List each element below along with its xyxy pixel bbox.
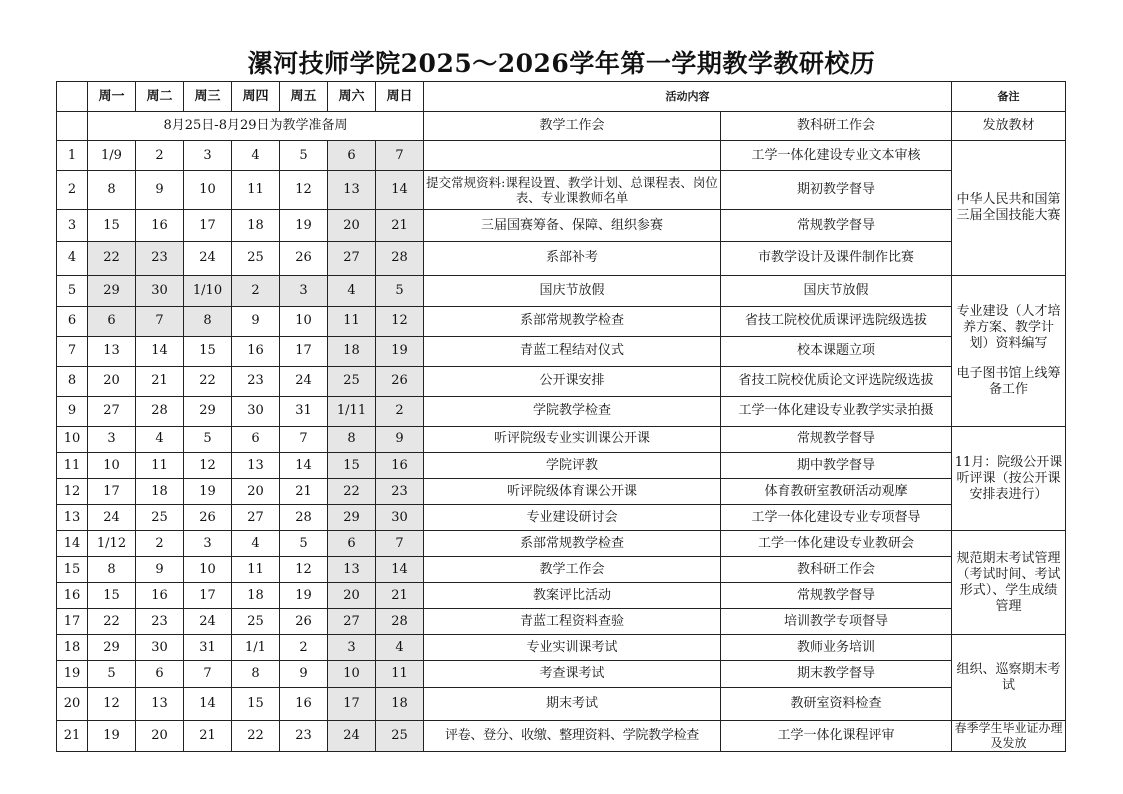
day-cell: 14 [376, 557, 424, 583]
prep-row [57, 112, 1066, 141]
day-cell: 21 [136, 366, 184, 396]
day-cell: 1/9 [88, 141, 136, 171]
week-row [57, 720, 1066, 751]
week-number: 2 [57, 171, 88, 210]
day-cell: 16 [376, 452, 424, 478]
research-activity: 校本课题立项 [721, 336, 952, 366]
week-number: 7 [57, 336, 88, 366]
day-cell: 14 [280, 452, 328, 478]
day-cell: 12 [376, 306, 424, 336]
day-cell: 27 [232, 505, 280, 531]
day-cell: 28 [136, 396, 184, 426]
day-cell: 1/12 [88, 531, 136, 557]
research-activity: 教科研工作会 [721, 557, 952, 583]
teaching-activity: 学院教学检查 [424, 396, 721, 426]
week-number: 20 [57, 687, 88, 720]
day-header: 周五 [280, 82, 328, 112]
day-cell: 19 [88, 720, 136, 751]
day-cell: 20 [136, 720, 184, 751]
day-cell: 29 [88, 635, 136, 661]
research-activity: 省技工院校优质论文评选院级选拔 [721, 366, 952, 396]
day-cell: 25 [328, 366, 376, 396]
week-number-header [57, 82, 88, 112]
day-cell: 22 [88, 242, 136, 275]
day-cell: 11 [328, 306, 376, 336]
calendar-table [56, 81, 1066, 752]
research-activity: 期末教学督导 [721, 661, 952, 687]
day-cell: 1/1 [232, 635, 280, 661]
week-row [57, 210, 1066, 242]
teaching-activity: 教案评比活动 [424, 583, 721, 609]
day-header: 周三 [184, 82, 232, 112]
day-cell: 2 [280, 635, 328, 661]
day-cell: 2 [136, 531, 184, 557]
research-activity: 常规教学督导 [721, 426, 952, 452]
day-cell: 6 [136, 661, 184, 687]
note-cell: 11月：院级公开课听评课（按公开课安排表进行） [952, 426, 1066, 530]
teaching-activity: 系部补考 [424, 242, 721, 275]
day-cell: 12 [88, 687, 136, 720]
day-cell: 6 [328, 141, 376, 171]
calendar-body [57, 82, 1066, 752]
teaching-activity: 公开课安排 [424, 366, 721, 396]
day-cell: 18 [232, 210, 280, 242]
day-cell: 18 [328, 336, 376, 366]
day-cell: 19 [280, 583, 328, 609]
week-number: 3 [57, 210, 88, 242]
day-cell: 25 [232, 609, 280, 635]
note-cell: 组织、巡察期末考试 [952, 635, 1066, 720]
prep-note: 发放教材 [952, 112, 1066, 141]
day-cell: 11 [232, 557, 280, 583]
day-header: 周二 [136, 82, 184, 112]
day-cell: 15 [88, 210, 136, 242]
week-row [57, 275, 1066, 306]
week-row [57, 366, 1066, 396]
day-header: 周四 [232, 82, 280, 112]
research-activity: 常规教学督导 [721, 210, 952, 242]
day-cell: 29 [88, 275, 136, 306]
research-activity: 教师业务培训 [721, 635, 952, 661]
day-cell: 8 [184, 306, 232, 336]
week-row [57, 661, 1066, 687]
research-activity: 工学一体化建设专业教研会 [721, 531, 952, 557]
week-row [57, 396, 1066, 426]
day-cell: 30 [136, 635, 184, 661]
teaching-activity: 提交常规资料:课程设置、教学计划、总课程表、岗位表、专业课教师名单 [424, 171, 721, 210]
day-cell: 26 [184, 505, 232, 531]
week-row [57, 141, 1066, 171]
day-cell: 2 [232, 275, 280, 306]
day-cell: 15 [184, 336, 232, 366]
week-row [57, 557, 1066, 583]
day-cell: 7 [184, 661, 232, 687]
day-cell: 15 [328, 452, 376, 478]
day-cell: 4 [232, 141, 280, 171]
week-number: 5 [57, 275, 88, 306]
day-cell: 4 [136, 426, 184, 452]
day-cell: 18 [232, 583, 280, 609]
day-cell: 16 [136, 583, 184, 609]
day-cell: 15 [88, 583, 136, 609]
day-cell: 10 [184, 171, 232, 210]
teaching-activity: 系部常规教学检查 [424, 306, 721, 336]
day-cell: 12 [280, 557, 328, 583]
day-cell: 22 [232, 720, 280, 751]
week-row [57, 452, 1066, 478]
day-cell: 11 [136, 452, 184, 478]
day-cell: 22 [88, 609, 136, 635]
day-cell: 29 [184, 396, 232, 426]
day-cell: 4 [328, 275, 376, 306]
day-cell: 3 [280, 275, 328, 306]
day-cell: 18 [136, 479, 184, 505]
day-cell: 23 [376, 479, 424, 505]
week-row [57, 336, 1066, 366]
week-number: 11 [57, 452, 88, 478]
day-cell: 28 [376, 609, 424, 635]
day-cell: 9 [232, 306, 280, 336]
day-header: 周一 [88, 82, 136, 112]
day-cell: 9 [136, 171, 184, 210]
day-cell: 19 [376, 336, 424, 366]
research-activity: 期中教学督导 [721, 452, 952, 478]
teaching-activity: 教学工作会 [424, 557, 721, 583]
day-cell: 12 [184, 452, 232, 478]
week-number: 14 [57, 531, 88, 557]
day-cell: 7 [376, 141, 424, 171]
day-cell: 7 [376, 531, 424, 557]
day-cell: 23 [136, 609, 184, 635]
day-cell: 6 [328, 531, 376, 557]
day-cell: 28 [280, 505, 328, 531]
day-cell: 18 [376, 687, 424, 720]
day-cell: 17 [184, 210, 232, 242]
day-cell: 23 [136, 242, 184, 275]
day-cell: 11 [232, 171, 280, 210]
teaching-activity: 学院评教 [424, 452, 721, 478]
research-activity: 培训教学专项督导 [721, 609, 952, 635]
day-cell: 8 [232, 661, 280, 687]
day-cell: 11 [376, 661, 424, 687]
day-cell: 13 [136, 687, 184, 720]
day-cell: 20 [328, 210, 376, 242]
research-activity: 国庆节放假 [721, 275, 952, 306]
day-cell: 30 [136, 275, 184, 306]
day-cell: 13 [232, 452, 280, 478]
research-activity: 市教学设计及课件制作比赛 [721, 242, 952, 275]
day-cell: 24 [280, 366, 328, 396]
day-cell: 21 [376, 583, 424, 609]
day-cell: 16 [136, 210, 184, 242]
teaching-activity: 国庆节放假 [424, 275, 721, 306]
teaching-activity: 听评院级体育课公开课 [424, 479, 721, 505]
day-cell: 22 [328, 479, 376, 505]
prep-research: 教科研工作会 [721, 112, 952, 141]
research-activity: 教研室资料检查 [721, 687, 952, 720]
week-number: 8 [57, 366, 88, 396]
day-cell: 5 [184, 426, 232, 452]
day-cell: 23 [232, 366, 280, 396]
week-row [57, 505, 1066, 531]
day-cell: 7 [136, 306, 184, 336]
prep-week-text: 8月25日-8月29日为教学准备周 [88, 112, 424, 141]
week-number: 4 [57, 242, 88, 275]
day-cell: 31 [184, 635, 232, 661]
teaching-activity [424, 141, 721, 171]
day-cell: 12 [280, 171, 328, 210]
notes-header: 备注 [952, 82, 1066, 112]
day-cell: 5 [280, 531, 328, 557]
day-cell: 17 [280, 336, 328, 366]
day-cell: 6 [232, 426, 280, 452]
week-row [57, 687, 1066, 720]
week-number: 10 [57, 426, 88, 452]
day-cell: 21 [184, 720, 232, 751]
day-cell: 3 [88, 426, 136, 452]
week-row [57, 583, 1066, 609]
header-row [57, 82, 1066, 112]
teaching-activity: 青蓝工程结对仪式 [424, 336, 721, 366]
day-cell: 14 [376, 171, 424, 210]
day-cell: 9 [136, 557, 184, 583]
teaching-activity: 专业建设研讨会 [424, 505, 721, 531]
day-cell: 10 [328, 661, 376, 687]
day-cell: 24 [184, 242, 232, 275]
note-cell: 春季学生毕业证办理及发放 [952, 720, 1066, 751]
teaching-activity: 三届国赛筹备、保障、组织参赛 [424, 210, 721, 242]
day-cell: 14 [136, 336, 184, 366]
day-cell: 17 [184, 583, 232, 609]
day-cell: 26 [280, 609, 328, 635]
teaching-activity: 期末考试 [424, 687, 721, 720]
prep-week-cell [57, 112, 88, 141]
day-cell: 5 [376, 275, 424, 306]
week-row [57, 426, 1066, 452]
day-cell: 4 [376, 635, 424, 661]
day-cell: 19 [280, 210, 328, 242]
day-cell: 27 [328, 609, 376, 635]
day-cell: 1/11 [328, 396, 376, 426]
day-cell: 29 [328, 505, 376, 531]
day-cell: 17 [88, 479, 136, 505]
day-cell: 6 [88, 306, 136, 336]
week-number: 18 [57, 635, 88, 661]
day-cell: 27 [328, 242, 376, 275]
day-cell: 30 [232, 396, 280, 426]
teaching-activity: 系部常规教学检查 [424, 531, 721, 557]
day-cell: 20 [328, 583, 376, 609]
teaching-activity: 青蓝工程资料查验 [424, 609, 721, 635]
day-cell: 14 [184, 687, 232, 720]
research-activity: 工学一体化建设专业文本审核 [721, 141, 952, 171]
day-cell: 3 [328, 635, 376, 661]
day-cell: 21 [376, 210, 424, 242]
week-number: 19 [57, 661, 88, 687]
week-row [57, 479, 1066, 505]
day-cell: 10 [88, 452, 136, 478]
day-cell: 31 [280, 396, 328, 426]
week-number: 17 [57, 609, 88, 635]
day-cell: 13 [88, 336, 136, 366]
week-number: 6 [57, 306, 88, 336]
day-cell: 26 [376, 366, 424, 396]
research-activity: 工学一体化建设专业教学实录拍摄 [721, 396, 952, 426]
day-cell: 8 [328, 426, 376, 452]
week-number: 21 [57, 720, 88, 751]
day-cell: 20 [232, 479, 280, 505]
day-cell: 25 [136, 505, 184, 531]
week-number: 15 [57, 557, 88, 583]
week-number: 12 [57, 479, 88, 505]
day-cell: 24 [328, 720, 376, 751]
week-row [57, 531, 1066, 557]
prep-teaching: 教学工作会 [424, 112, 721, 141]
note-cell [952, 275, 1066, 426]
note-cell: 中华人民共和国第三届全国技能大赛 [952, 141, 1066, 275]
day-header: 周六 [328, 82, 376, 112]
day-cell: 20 [88, 366, 136, 396]
week-row [57, 609, 1066, 635]
day-cell: 30 [376, 505, 424, 531]
week-row [57, 306, 1066, 336]
day-cell: 7 [280, 426, 328, 452]
day-cell: 22 [184, 366, 232, 396]
day-cell: 1/10 [184, 275, 232, 306]
week-row [57, 242, 1066, 275]
week-row [57, 635, 1066, 661]
day-cell: 9 [376, 426, 424, 452]
day-header: 周日 [376, 82, 424, 112]
research-activity: 工学一体化课程评审 [721, 720, 952, 751]
day-cell: 9 [280, 661, 328, 687]
day-cell: 15 [232, 687, 280, 720]
research-activity: 省技工院校优质课评选院级选拔 [721, 306, 952, 336]
day-cell: 5 [280, 141, 328, 171]
week-number: 16 [57, 583, 88, 609]
day-cell: 25 [232, 242, 280, 275]
day-cell: 8 [88, 557, 136, 583]
day-cell: 10 [280, 306, 328, 336]
day-cell: 17 [328, 687, 376, 720]
week-number: 13 [57, 505, 88, 531]
week-row [57, 171, 1066, 210]
day-cell: 16 [232, 336, 280, 366]
day-cell: 28 [376, 242, 424, 275]
day-cell: 10 [184, 557, 232, 583]
day-cell: 25 [376, 720, 424, 751]
day-cell: 2 [376, 396, 424, 426]
week-number: 1 [57, 141, 88, 171]
day-cell: 2 [136, 141, 184, 171]
research-activity: 工学一体化建设专业专项督导 [721, 505, 952, 531]
teaching-activity: 专业实训课考试 [424, 635, 721, 661]
teaching-activity: 评卷、登分、收缴、整理资料、学院教学检查 [424, 720, 721, 751]
day-cell: 26 [280, 242, 328, 275]
day-cell: 13 [328, 171, 376, 210]
teaching-activity: 听评院级专业实训课公开课 [424, 426, 721, 452]
research-activity: 期初教学督导 [721, 171, 952, 210]
page-title: 漯河技师学院2025～2026学年第一学期教学教研校历 [247, 49, 876, 78]
day-cell: 23 [280, 720, 328, 751]
day-cell: 21 [280, 479, 328, 505]
activity-header: 活动内容 [424, 82, 952, 112]
note-text: 专业建设（人才培养方案、教学计划）资料编写 [956, 303, 1061, 351]
day-cell: 24 [88, 505, 136, 531]
day-cell: 19 [184, 479, 232, 505]
day-cell: 3 [184, 531, 232, 557]
research-activity: 常规教学督导 [721, 583, 952, 609]
day-cell: 24 [184, 609, 232, 635]
note-text: 电子图书馆上线筹备工作 [956, 365, 1061, 397]
week-number: 9 [57, 396, 88, 426]
research-activity: 体育教研室教研活动观摩 [721, 479, 952, 505]
day-cell: 3 [184, 141, 232, 171]
day-cell: 13 [328, 557, 376, 583]
day-cell: 4 [232, 531, 280, 557]
day-cell: 8 [88, 171, 136, 210]
note-cell: 规范期末考试管理（考试时间、考试形式）、学生成绩管理 [952, 531, 1066, 635]
day-cell: 16 [280, 687, 328, 720]
day-cell: 27 [88, 396, 136, 426]
day-cell: 5 [88, 661, 136, 687]
teaching-activity: 考查课考试 [424, 661, 721, 687]
